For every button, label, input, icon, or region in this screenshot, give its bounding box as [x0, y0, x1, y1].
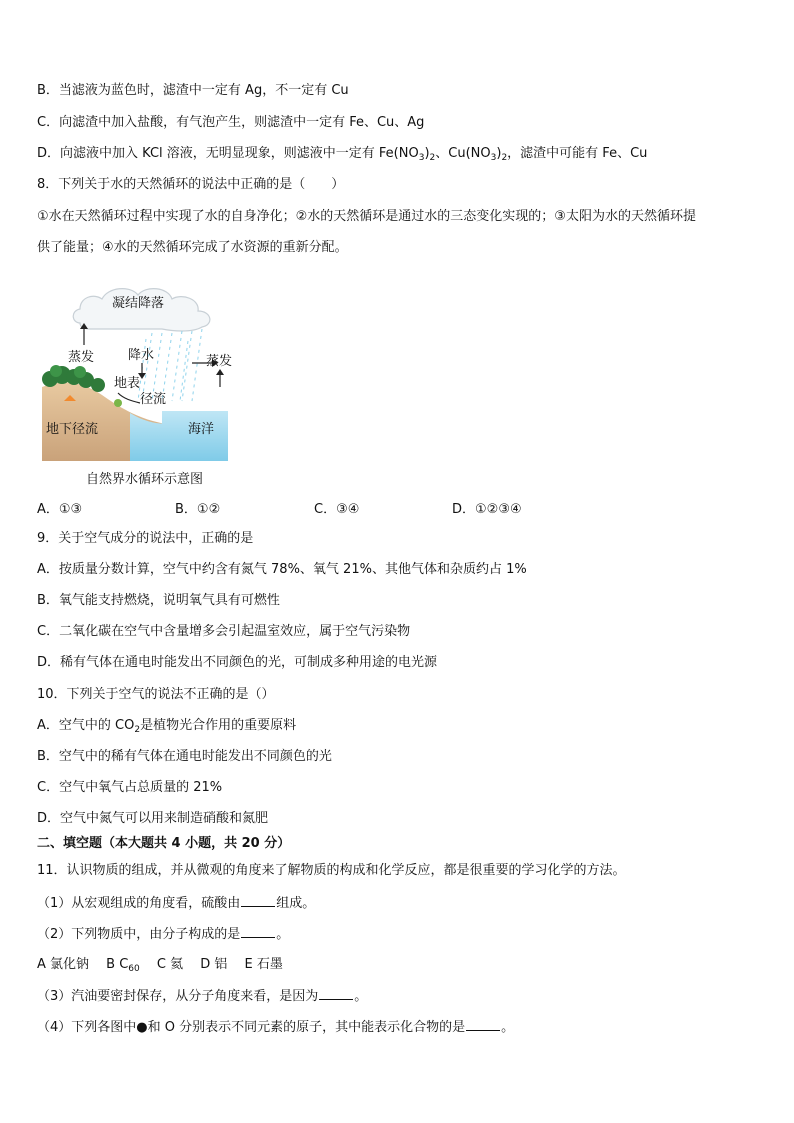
water-cycle-diagram: [42, 283, 233, 461]
q8-stem: 8．下列关于水的天然循环的说法中正确的是（ ）: [37, 177, 345, 192]
label-condense: 凝结降落: [112, 296, 165, 311]
q8-option-a: A．①③: [37, 502, 83, 517]
q9-option-c: C．二氧化碳在空气中含量增多会引起温室效应，属于空气污染物: [37, 624, 411, 639]
q11-part2-options: A 氯化钠 B $C_{60}$ C 氦 D 铝 E 石墨: [37, 957, 283, 974]
q9-option-b: B．氧气能支持燃烧，说明氧气具有可燃性: [37, 593, 280, 608]
q11-part4: （4）下列各图中●和 O 分别表示不同元素的原子，其中能表示化合物的是 。: [37, 1020, 515, 1035]
q7-option-c: C．向滤渣中加入盐酸，有气泡产生，则滤渣中一定有 Fe、Cu、Ag: [37, 115, 425, 130]
q10-option-b: B．空气中的稀有气体在通电时能发出不同颜色的光: [37, 749, 332, 764]
label-precipitation: 降水: [128, 348, 155, 363]
q10-option-a: A．空气中的 $CO_2$是植物光合作用的重要原料: [37, 718, 297, 735]
q9-option-a: A．按质量分数计算，空气中约含有氮气 78%、氧气 21%、其他气体和杂质约占 1%: [37, 562, 527, 577]
answer-blank[interactable]: [241, 894, 275, 907]
q10-stem: 10．下列关于空气的说法不正确的是（）: [37, 687, 275, 702]
q8-text-line1: ①水在天然循环过程中实现了水的自身净化；②水的天然循环是通过水的三态变化实现的；③太阳为水的天然循环提: [37, 209, 696, 224]
q8-option-c: C．③④: [314, 502, 360, 517]
q7-option-d: D．向滤液中加入 KCl 溶液，无明显现象，则滤液中一定有 $Fe(NO_3)_2$、$Cu(NO_3)_2$，滤渣中可能有 Fe、Cu: [37, 146, 648, 163]
q7-option-b: B．当滤液为蓝色时，滤渣中一定有 Ag，不一定有 Cu: [37, 83, 349, 98]
q11-part1: （1）从宏观组成的角度看，硫酸由 组成。: [37, 896, 316, 911]
q11-part2: （2）下列物质中，由分子构成的是 。: [37, 927, 290, 942]
label-evaporation-left: 蒸发: [68, 350, 95, 365]
q11-stem: 11．认识物质的组成，并从微观的角度来了解物质的构成和化学反应，都是很重要的学习化学的方法。: [37, 863, 626, 878]
figure-caption: 自然界水循环示意图: [86, 472, 204, 487]
label-groundwater: 地下径流: [46, 422, 99, 437]
q10-option-c: C．空气中氧气占总质量的 21%: [37, 780, 223, 795]
answer-blank[interactable]: [241, 925, 275, 938]
label-runoff: 径流: [140, 392, 167, 407]
q11-part3: （3）汽油要密封保存，从分子角度来看，是因为 。: [37, 989, 368, 1004]
label-surface: 地表: [114, 376, 141, 391]
q9-option-d: D．稀有气体在通电时能发出不同颜色的光，可制成多种用途的电光源: [37, 655, 438, 670]
label-ocean: 海洋: [188, 422, 215, 437]
answer-blank[interactable]: [466, 1018, 500, 1031]
rain-lines: [138, 329, 202, 401]
q10-option-d: D．空气中氮气可以用来制造硝酸和氮肥: [37, 811, 269, 826]
q8-option-b: B．①②: [175, 502, 221, 517]
q8-text-line2: 供了能量；④水的天然循环完成了水资源的重新分配。: [37, 240, 348, 255]
label-evaporation-right: 蒸发: [206, 354, 233, 369]
q9-stem: 9．关于空气成分的说法中，正确的是: [37, 531, 254, 546]
answer-blank[interactable]: [319, 987, 353, 1000]
section-heading: 二、填空题（本大题共 4 小题，共 20 分）: [37, 836, 291, 851]
q8-option-d: D．①②③④: [452, 502, 522, 517]
